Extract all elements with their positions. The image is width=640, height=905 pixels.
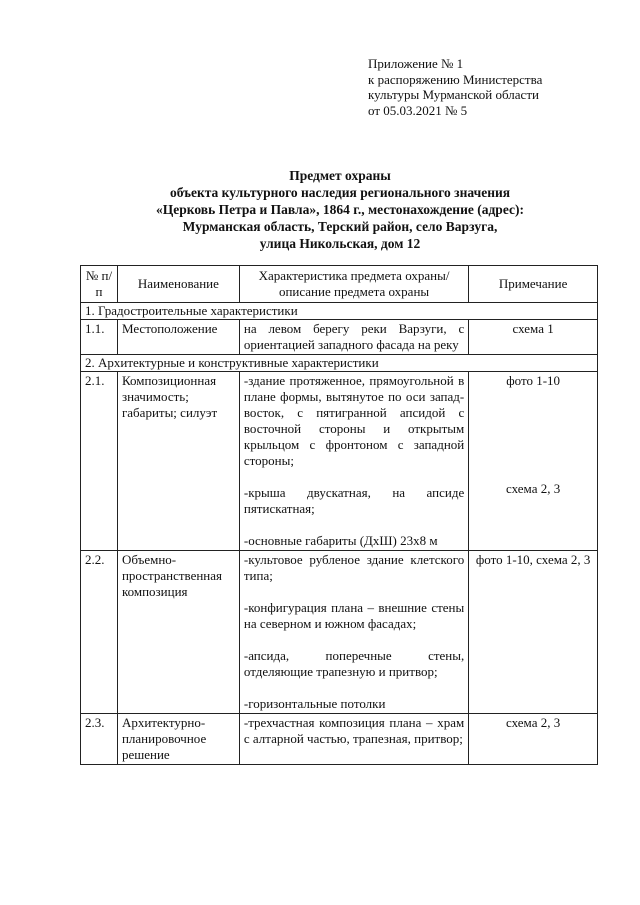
table-row — [81, 372, 598, 551]
row-number: 2.3. — [81, 714, 118, 765]
section-urban-planning: 1. Градостроительные характеристики — [81, 303, 598, 320]
table-row — [81, 551, 598, 714]
section-architecture: 2. Архитектурные и конструктивные характеристики — [81, 355, 598, 372]
header-description: Характеристика предмета охраны/описание предмета охраны — [239, 266, 468, 303]
description-paragraph: -крыша двускатная, на апсиде пятискатная; — [243, 485, 465, 516]
row-note — [469, 372, 598, 551]
table-header-row — [81, 266, 598, 303]
row-note: фото 1-10, схема 2, 3 — [469, 551, 598, 714]
row-note: схема 1 — [469, 320, 598, 355]
description-paragraph: -основные габариты (ДхШ) 23х8 м — [243, 533, 438, 548]
appendix-line: Приложение № 1 — [368, 56, 464, 71]
protection-subject-table — [80, 265, 598, 765]
row-number: 2.2. — [81, 551, 118, 714]
section-row — [81, 355, 598, 372]
table-row — [81, 714, 598, 765]
appendix-line: от 05.03.2021 № 5 — [368, 102, 468, 118]
header-note: Примечание — [469, 266, 598, 303]
description-paragraph: -горизонтальные потолки — [243, 696, 386, 711]
title-line: «Церковь Петра и Павла», 1864 г., местонахождение (адрес): — [156, 202, 524, 217]
row-number: 1.1. — [81, 320, 118, 355]
title-line: Предмет охраны — [289, 168, 391, 183]
header-number: № п/п — [81, 266, 118, 303]
row-description — [239, 372, 468, 551]
row-name: Архитектурно-планировочное решение — [117, 714, 239, 765]
appendix-line: культуры Мурманской области — [368, 87, 539, 102]
row-description: на левом берегу реки Варзуги, с ориентацией западного фасада на реку — [239, 320, 468, 355]
title-line: улица Никольская, дом 12 — [259, 236, 421, 251]
section-row — [81, 303, 598, 320]
title-line: Мурманская область, Терский район, село Варзуга, — [182, 219, 498, 234]
document-title — [100, 167, 580, 252]
title-line: объекта культурного наследия регионального значения — [169, 185, 511, 200]
header-name: Наименование — [117, 266, 239, 303]
description-paragraph: -здание протяженное, прямоугольной в плане формы, вытянутое по оси запад-восток, с пятигранной апсидой с восточной стороны и открытым крыльцом с фронтоном с западной стороны; — [243, 373, 465, 468]
appendix-line: к распоряжению Министерства — [368, 71, 543, 87]
appendix-reference — [368, 56, 628, 118]
description-paragraph: -апсида, поперечные стены, отделяющие трапезную и притвор; — [243, 648, 465, 679]
row-note: схема 2, 3 — [469, 714, 598, 765]
row-description: -трехчастная композиция плана – храм с алтарной частью, трапезная, притвор; — [239, 714, 468, 765]
row-name: Объемно-пространственная композиция — [117, 551, 239, 714]
row-name: Местоположение — [117, 320, 239, 355]
note-photo: фото 1-10 — [506, 373, 561, 388]
description-paragraph: -конфигурация плана – внешние стены на северном и южном фасадах; — [243, 600, 465, 631]
note-scheme: схема 2, 3 — [506, 481, 561, 496]
description-paragraph: -культовое рубленое здание клетского типа; — [243, 552, 465, 583]
row-name: Композиционная значимость; габариты; силуэт — [117, 372, 239, 551]
table-row — [81, 320, 598, 355]
row-number: 2.1. — [81, 372, 118, 551]
row-description — [239, 551, 468, 714]
